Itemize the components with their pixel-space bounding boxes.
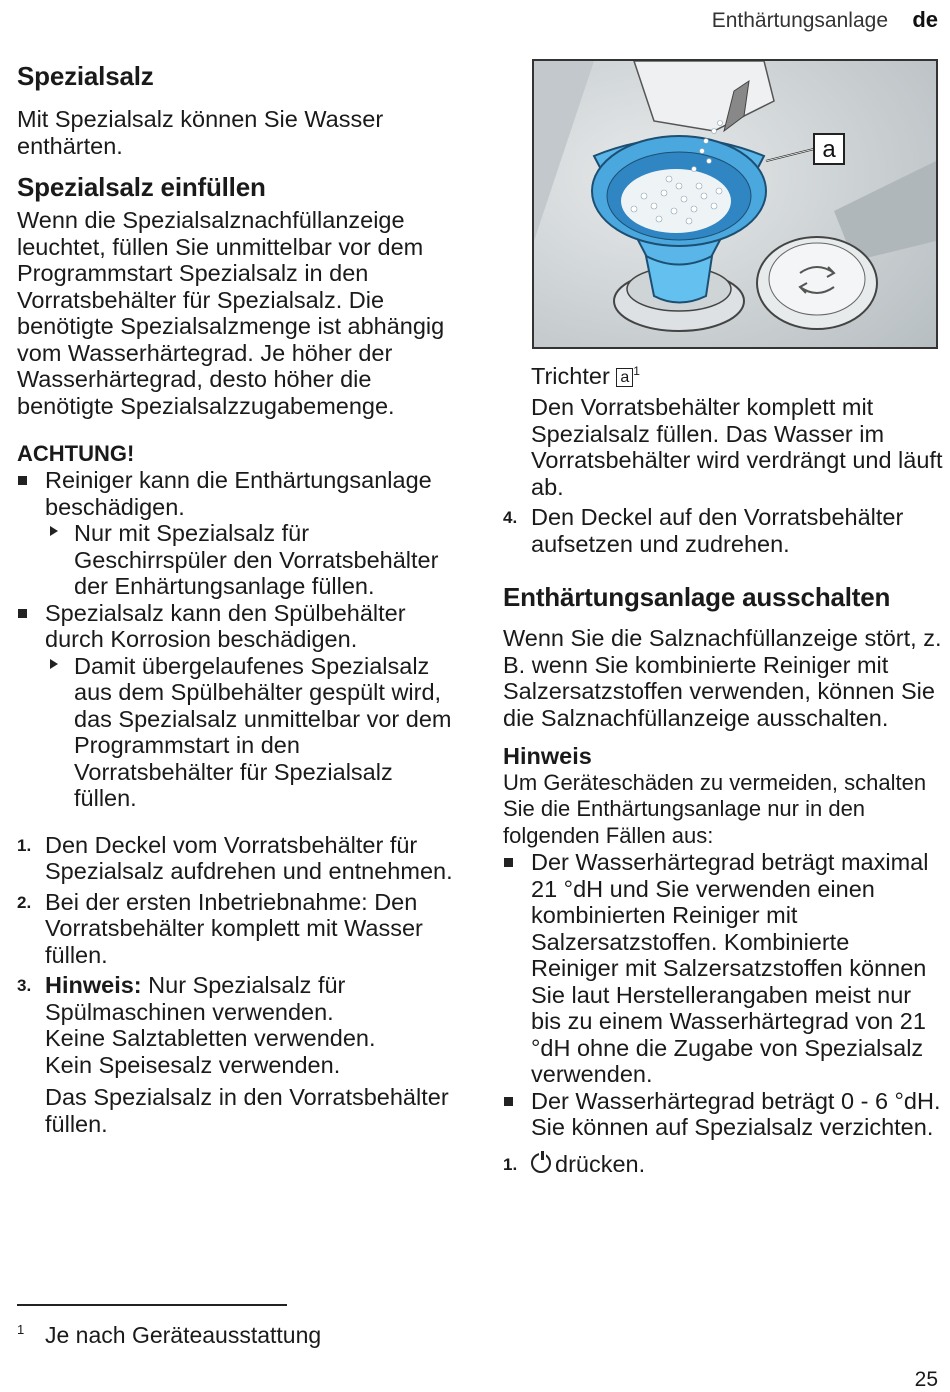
running-header-section: Enthärtungsanlage	[711, 9, 888, 32]
disable-paragraph: Wenn Sie die Salznachfüllanzeige stört, z. B. wenn Sie kombinierte Reiniger mit Salzersatzstoffen verwenden, können Sie die Salznachfüllanzeige ausschalten.	[503, 625, 942, 731]
warning-item: Spezialsalz kann den Spülbehälter durch Korrosion beschädigen.	[17, 600, 457, 653]
warning-action	[17, 653, 457, 812]
arrow-icon	[50, 526, 58, 536]
step-text: Den Deckel auf den Vorratsbehälter aufsetzen und zudrehen.	[531, 504, 904, 557]
step-text: drücken.	[555, 1150, 646, 1177]
page-number: 25	[914, 1368, 938, 1391]
footnote-number: 1	[17, 1322, 25, 1337]
fill-paragraph: Wenn die Spezialsalznachfüllanzeige leuchtet, füllen Sie unmittelbar vor dem Programmstart Spezialsalz in den Vorratsbehälter für Spezialsalz. Die benötigte Spezialsalzmenge ist abhängig vom Wasserhärtegrad. Je höher der Wasserhärtegrad, desto höher die benötigte Spezialsalzzugabemenge.	[17, 207, 445, 419]
warning-action	[17, 520, 457, 600]
running-header-language: de	[912, 7, 938, 32]
step-number: 1.	[17, 835, 32, 855]
warning-item: Reiniger kann die Enthärtungsanlage beschädigen.	[17, 467, 457, 520]
caption-text: Trichter	[531, 362, 610, 389]
step-4	[503, 504, 943, 557]
funnel-drawing	[534, 61, 936, 347]
step-text: Bei der ersten Inbetriebnahme: Den Vorratsbehälter komplett mit Wasser füllen.	[45, 888, 423, 968]
step-1	[17, 832, 457, 885]
funnel-illustration	[532, 59, 938, 349]
footnote-divider	[17, 1304, 287, 1306]
step-3-line: Das Spezialsalz in den Vorratsbehälter füllen.	[45, 1084, 449, 1137]
caption-reference: a	[616, 368, 633, 387]
hint-text: Um Geräteschäden zu vermeiden, schalten Sie die Enthärtungsanlage nur in den folgenden Fällen aus:	[503, 769, 927, 848]
figure-caption	[503, 358, 943, 389]
step-3-line: Keine Salztabletten verwenden.	[45, 1025, 376, 1051]
step-number: 4.	[503, 508, 518, 528]
hint-bullet: Der Wasserhärtegrad beträgt maximal 21 °dH und Sie verwenden einen kombinierten Reiniger mit Salzersatzstoffen. Kombinierte Reiniger mit Salzersatzstoffen können Sie laut Herstellerangaben meist nur bis zu einem Wasserhärtegrad von 21 °dH ohne die Zugabe von Spezialsalz verwenden.	[503, 849, 943, 1088]
footnote-ref: 1	[633, 364, 640, 378]
left-column	[17, 60, 457, 1137]
step-3-line: Kein Speisesalz verwenden.	[45, 1051, 341, 1078]
heading-enthaertung-ausschalten: Enthärtungsanlage ausschalten	[503, 582, 891, 613]
hint-bullet: Der Wasserhärtegrad beträgt 0 - 6 °dH. Sie können auf Spezialsalz verzichten.	[503, 1088, 943, 1141]
heading-spezialsalz: Spezialsalz	[17, 61, 154, 91]
step-number: 1.	[503, 1154, 518, 1174]
footnote-text: Je nach Geräteausstattung	[45, 1322, 322, 1348]
step-1-power	[503, 1151, 943, 1178]
step-number: 3.	[17, 976, 32, 995]
heading-spezialsalz-einfuellen: Spezialsalz einfüllen	[17, 172, 266, 202]
power-icon	[531, 1153, 551, 1173]
warning-title: ACHTUNG!	[17, 441, 135, 466]
step-number: 2.	[17, 892, 32, 912]
right-column	[503, 358, 943, 1177]
hint-title: Hinweis	[503, 743, 592, 770]
step-text: Den Deckel vom Vorratsbehälter für Spezialsalz aufdrehen und entnehmen.	[45, 831, 453, 884]
step-text: Nur Spezialsalz für Spülmaschinen verwenden.	[45, 972, 346, 1025]
step-2	[17, 889, 457, 969]
warning-action-text: Nur mit Spezialsalz für Geschirrspüler den Vorratsbehälter der Enhärtungsanlage füllen.	[74, 520, 439, 599]
step-3	[17, 972, 457, 1025]
fill-instruction: Den Vorratsbehälter komplett mit Spezialsalz füllen. Das Wasser im Vorratsbehälter wird verdrängt und läuft ab.	[531, 394, 943, 500]
note-label: Hinweis:	[45, 972, 142, 998]
warning-action-text: Damit übergelaufenes Spezialsalz aus dem Spülbehälter gespült wird, das Spezialsalz unmittelbar vor dem Programmstart in den Vorratsbehälter für Spezialsalz füllen.	[74, 652, 452, 811]
arrow-icon	[50, 659, 58, 669]
callout-label: a	[822, 136, 836, 163]
intro-paragraph: Mit Spezialsalz können Sie Wasser enthärten.	[17, 106, 384, 159]
